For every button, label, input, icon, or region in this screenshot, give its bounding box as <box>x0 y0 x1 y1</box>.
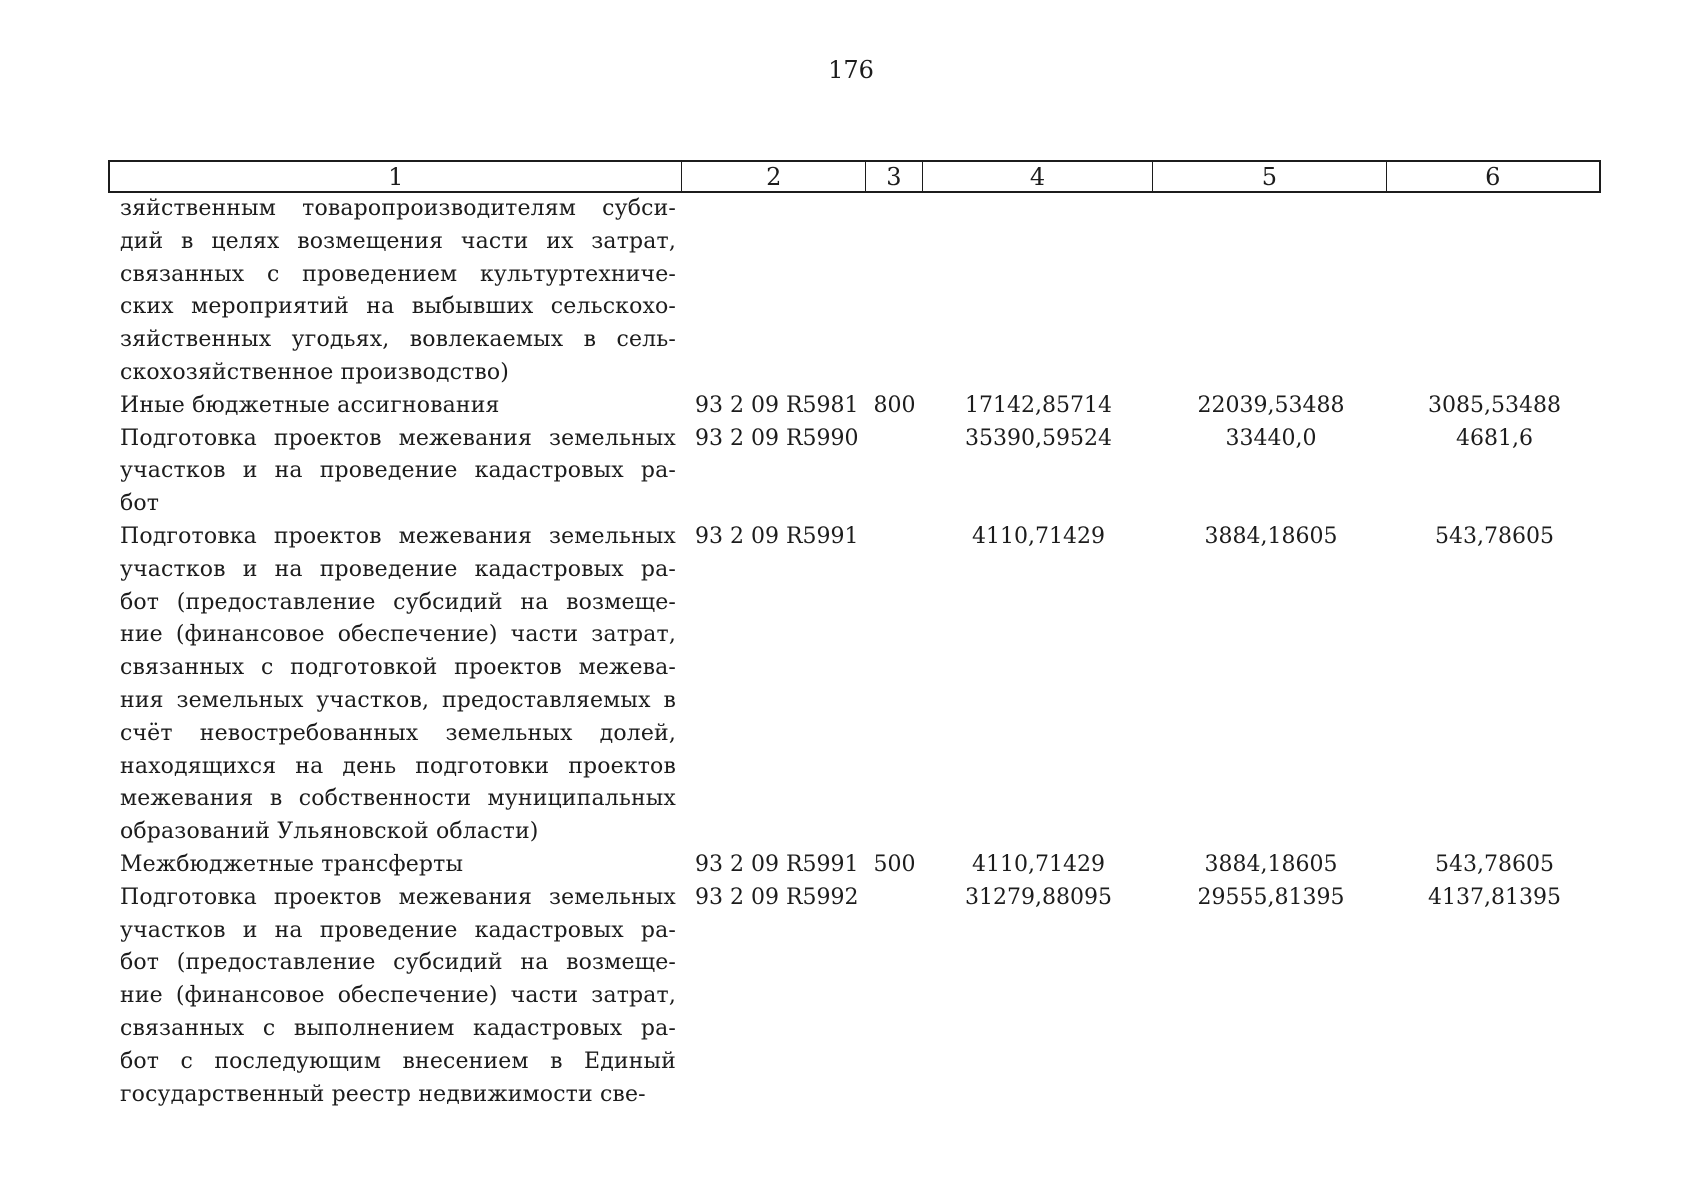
description-line: участков и на проведение кадастровых ра- <box>120 458 676 484</box>
group-cell: 800 <box>873 392 916 418</box>
group-cell <box>866 423 923 521</box>
description-line: Межбюджетные трансферты <box>120 851 464 877</box>
description-line: государственный реестр недвижимости све- <box>120 1081 646 1107</box>
value-col4-cell: 35390,59524 <box>965 425 1112 451</box>
column-header-3: 3 <box>866 162 923 191</box>
row-description <box>108 882 682 1112</box>
value-col4-cell: 4110,71429 <box>972 851 1105 877</box>
value-col4-cell <box>923 193 1154 390</box>
group-cell <box>866 521 923 849</box>
description-line: Подготовка проектов межевания земельных <box>120 884 676 910</box>
budget-table <box>108 193 1601 1111</box>
table-row <box>108 849 1601 882</box>
group-cell <box>866 882 923 1112</box>
table-header <box>108 160 1601 193</box>
description-line: бот с последующим внесением в Единый <box>120 1048 676 1074</box>
column-header-4: 4 <box>923 162 1153 191</box>
row-description <box>108 390 682 423</box>
description-line: бот (предоставление субсидий на возмеще- <box>120 589 676 615</box>
table-row <box>108 193 1601 390</box>
description-line: ских мероприятий на выбывших сельскохо- <box>120 294 676 320</box>
value-col5-cell: 33440,0 <box>1225 425 1317 451</box>
value-col6-cell: 4681,6 <box>1456 425 1533 451</box>
code-cell: 93 2 09 R5991 <box>695 523 859 549</box>
table-row <box>108 390 1601 423</box>
value-col4-cell: 17142,85714 <box>965 392 1112 418</box>
value-col4-cell: 4110,71429 <box>972 523 1105 549</box>
page-number: 176 <box>828 56 874 84</box>
description-line: дий в целях возмещения части их затрат, <box>120 228 676 254</box>
description-line: образований Ульяновской области) <box>120 819 539 845</box>
value-col6-cell <box>1388 193 1601 390</box>
description-line: скохозяйственное производство) <box>120 359 510 385</box>
group-cell <box>866 193 923 390</box>
description-line: участков и на проведение кадастровых ра- <box>120 556 676 582</box>
column-header-6: 6 <box>1485 163 1501 191</box>
description-line: находящихся на день подготовки проектов <box>120 753 676 779</box>
description-line: Подготовка проектов межевания земельных <box>120 523 676 549</box>
column-header-1: 1 <box>110 162 682 191</box>
table-body <box>108 193 1601 1111</box>
table-row <box>108 521 1601 849</box>
description-line: ние (финансовое обеспечение) части затрат, <box>120 983 676 1009</box>
description-line: счёт невостребованных земельных долей, <box>120 720 676 746</box>
table-row <box>108 882 1601 1112</box>
value-col5-cell: 3884,18605 <box>1204 523 1338 549</box>
description-line: связанных с выполнением кадастровых ра- <box>120 1015 676 1041</box>
row-description <box>108 849 682 882</box>
value-col5-cell <box>1154 193 1388 390</box>
row-description <box>108 193 682 390</box>
row-description <box>108 423 682 521</box>
description-line: Подготовка проектов межевания земельных <box>120 425 676 451</box>
value-col6-cell: 543,78605 <box>1435 523 1554 549</box>
group-cell: 500 <box>873 851 916 877</box>
table-row <box>108 423 1601 521</box>
description-line: Иные бюджетные ассигнования <box>120 392 500 418</box>
column-header-2: 2 <box>682 162 866 191</box>
value-col6-cell: 3085,53488 <box>1428 392 1561 418</box>
description-line: участков и на проведение кадастровых ра- <box>120 917 676 943</box>
value-col5-cell: 29555,81395 <box>1197 884 1345 910</box>
description-line: ние (финансовое обеспечение) части затрат, <box>120 622 676 648</box>
value-col6-cell: 543,78605 <box>1435 851 1554 877</box>
code-cell: 93 2 09 R5990 <box>695 425 859 451</box>
value-col6-cell: 4137,81395 <box>1428 884 1561 910</box>
value-col5-cell: 3884,18605 <box>1204 851 1338 877</box>
row-description <box>108 521 682 849</box>
description-line: связанных с подготовкой проектов межева- <box>120 655 676 681</box>
description-line: бот <box>120 491 160 517</box>
column-header-5: 5 <box>1153 162 1386 191</box>
description-line: связанных с проведением культуртехниче- <box>120 261 676 287</box>
code-cell: 93 2 09 R5981 <box>695 392 859 418</box>
code-cell <box>682 193 866 390</box>
description-line: бот (предоставление субсидий на возмеще- <box>120 950 676 976</box>
code-cell: 93 2 09 R5992 <box>695 884 859 910</box>
description-line: зяйственных угодьях, вовлекаемых в сель- <box>120 327 676 353</box>
description-line: межевания в собственности муниципальных <box>120 786 676 812</box>
code-cell: 93 2 09 R5991 <box>695 851 859 877</box>
description-line: зяйственным товаропроизводителям субси- <box>120 196 676 221</box>
value-col5-cell: 22039,53488 <box>1197 392 1345 418</box>
description-line: ния земельных участков, предоставляемых в <box>120 687 676 713</box>
value-col4-cell: 31279,88095 <box>965 884 1112 910</box>
